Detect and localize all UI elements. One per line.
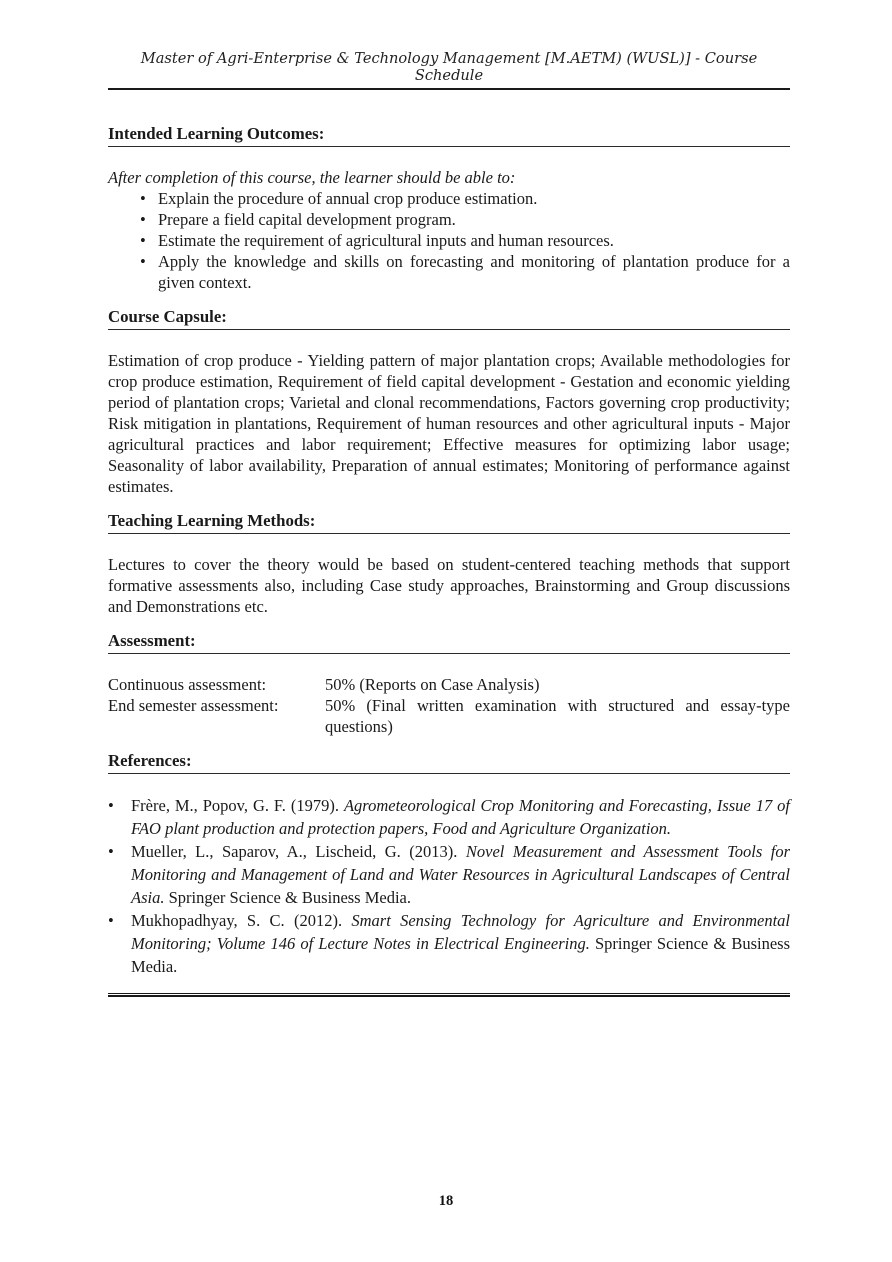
reference-authors: Mukhopadhyay, S. C. (2012). xyxy=(131,911,352,930)
reference-publisher: Springer Science & Business Media. xyxy=(164,888,412,907)
running-header xyxy=(108,0,790,90)
reference-publisher: Springer Science & Business Media. xyxy=(131,934,791,976)
reference-authors: Frère, M., Popov, G. F. (1979). xyxy=(131,796,344,815)
ilo-list-item: • Apply the knowledge and skills on forecasting and monitoring of plantation produce for a given context. xyxy=(138,251,790,293)
teaching-methods-paragraph: Lectures to cover the theory would be based on student-centered teaching methods that support formative assessments also, including Case study approaches, Brainstorming and Group discussions and Demonstrations etc. xyxy=(108,555,790,616)
ilo-list-item: • Prepare a field capital development program. xyxy=(138,209,790,230)
page-content xyxy=(0,124,892,997)
reference-title: Smart Sensing Technology for Agriculture and Environmental Monitoring; Volume 146 of Lecture Notes in Electrical Engineering. xyxy=(131,911,791,953)
section-heading-assessment: Assessment: xyxy=(108,631,790,654)
section-heading-course-capsule: Course Capsule: xyxy=(108,307,790,330)
reference-item xyxy=(108,794,790,840)
assessment-value: 50% (Reports on Case Analysis) xyxy=(325,675,540,694)
assessment-row xyxy=(108,695,790,737)
ilo-list-item: • Explain the procedure of annual crop produce estimation. xyxy=(138,188,790,209)
reference-item xyxy=(108,909,790,978)
ilo-bullet-list xyxy=(138,188,790,293)
reference-authors: Mueller, L., Saparov, A., Lischeid, G. (2013). xyxy=(131,842,466,861)
ilo-list-item: • Estimate the requirement of agricultural inputs and human resources. xyxy=(138,230,790,251)
course-capsule-paragraph: Estimation of crop produce - Yielding pattern of major plantation crops; Available methodologies for crop produce estimation, Requirement of field capital development - Gestation and economic yielding period of plantation crops; Varietal and clonal recommendations, Factors governing crop productivity; Risk mitigation in plantations, Requirement of human resources and other agricultural inputs - Major agricultural practices and labor requirement; Effective measures for optimizing labor usage; Seasonality of labor availability, Preparation of annual estimates; Monitoring of performance against estimates. xyxy=(108,351,790,496)
assessment-value: 50% (Final written examination with structured and essay-type questions) xyxy=(325,696,790,736)
section-heading-references: References: xyxy=(108,751,790,774)
section-heading-teaching-learning-methods: Teaching Learning Methods: xyxy=(108,511,790,534)
page-number: 18 xyxy=(438,1193,454,1209)
running-header-title: Master of Agri-Enterprise & Technology Management [M.AETM) (WUSL)] - Course Schedule xyxy=(140,50,758,84)
reference-title: Novel Measurement and Assessment Tools for Monitoring and Management of Land and Water Resources in Agricultural Landscapes of Central Asia. xyxy=(131,842,791,907)
references-list xyxy=(108,794,790,978)
section-heading-intended-learning-outcomes: Intended Learning Outcomes: xyxy=(108,124,790,147)
ilo-intro-text: After completion of this course, the learner should be able to: xyxy=(108,168,516,187)
assessment-row xyxy=(108,674,790,695)
reference-item xyxy=(108,840,790,909)
section-end-divider xyxy=(108,993,790,997)
assessment-label: End semester assessment: xyxy=(108,696,279,715)
reference-title: Agrometeorological Crop Monitoring and Forecasting, Issue 17 of FAO plant production and protection papers, Food and Agriculture Organization. xyxy=(131,796,790,838)
assessment-label: Continuous assessment: xyxy=(108,675,267,694)
